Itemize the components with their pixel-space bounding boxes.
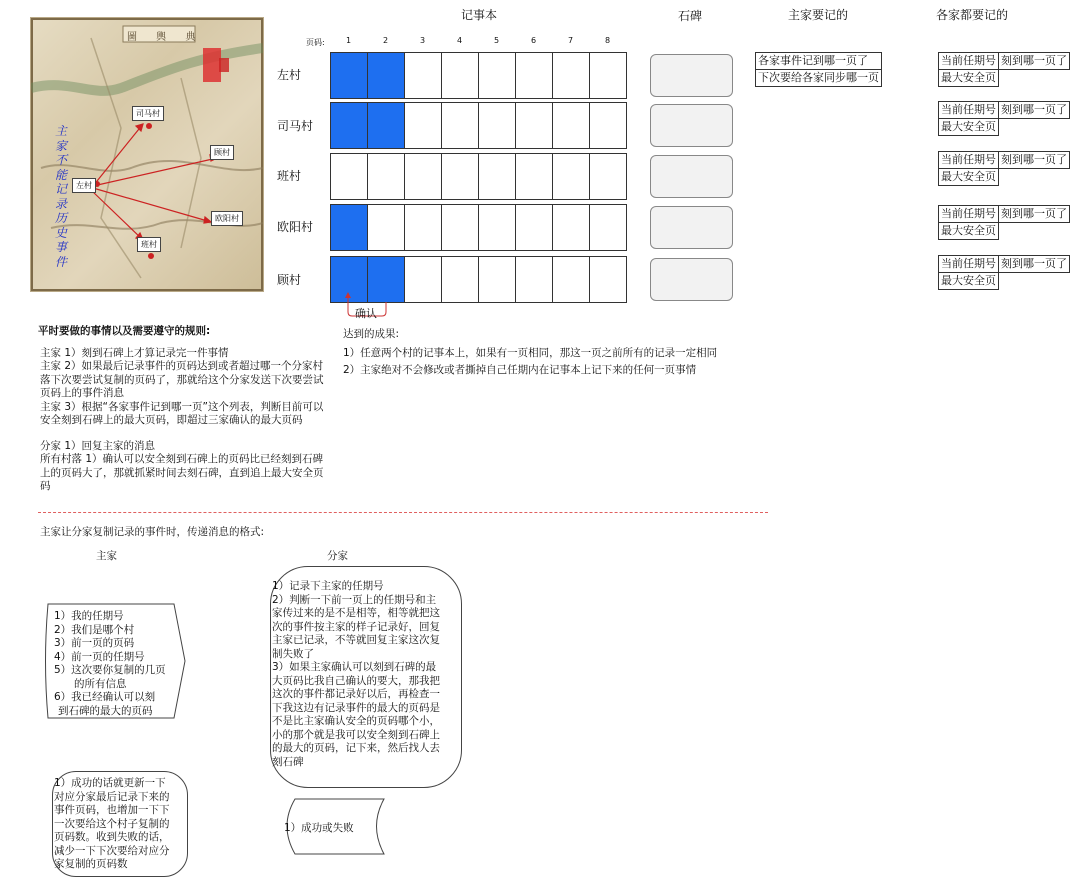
notebook-page-empty	[478, 102, 516, 149]
notebook-page-empty	[367, 204, 405, 251]
notebook-row	[330, 204, 627, 251]
village-name: 司马村	[277, 119, 314, 133]
master-msg-line: 到石碑的最大的页码	[58, 704, 153, 717]
map-label-ouyang: 欧阳村	[211, 211, 243, 226]
result-item-2: 2）主家绝对不会修改或者撕掉自己任期内在记事本上记下来的任何一页事情	[343, 364, 697, 376]
field-max-safe-page: 最大安全页	[938, 118, 999, 136]
village-name: 左村	[277, 68, 302, 82]
master-msg-line: 2）我们是哪个村	[54, 623, 135, 636]
branch-process-line: 刻石碑	[272, 755, 304, 768]
master-msg-line: 3）前一页的页码	[54, 637, 135, 649]
branch-process-line: 次的事件按主家的样子记录好，回复	[272, 620, 440, 633]
notebook-page-empty	[367, 153, 405, 200]
page-number: 7	[567, 36, 574, 45]
notebook-row	[330, 102, 627, 149]
notebook-page-empty	[404, 256, 442, 303]
notebook-page-empty	[515, 256, 553, 303]
master-field-event-pages: 各家事件记到哪一页了	[755, 52, 882, 70]
master-msg-line: 的所有信息	[74, 677, 127, 690]
notebook-page-empty	[552, 256, 590, 303]
each-village-box	[938, 205, 1070, 240]
notebook-page-empty	[589, 204, 627, 251]
results-title: 达到的成果:	[343, 328, 400, 340]
notebook-page-empty	[515, 153, 553, 200]
notebook-page-empty	[478, 204, 516, 251]
page-number: 2	[382, 36, 389, 45]
master-process-line: 减少一下下次要给对应分	[54, 844, 170, 857]
notebook-page-filled	[330, 52, 368, 99]
notebook-page-empty	[404, 204, 442, 251]
field-current-term: 当前任期号	[938, 52, 999, 70]
branch-process-line: 1）记录下主家的任期号	[272, 580, 384, 592]
notebook-page-empty	[589, 102, 627, 149]
branch-process-line: 家传过来的是不是相等，相等就把这	[272, 607, 440, 619]
notebook-page-filled	[367, 52, 405, 99]
field-carved-page: 刻到哪一页了	[998, 101, 1070, 119]
each-village-box	[938, 255, 1070, 290]
notebook-page-empty	[478, 256, 516, 303]
branch-column-label: 分家	[327, 550, 348, 562]
ancient-map-image	[30, 17, 264, 292]
notebook-page-empty	[552, 153, 590, 200]
master-field-next-sync: 下次要给各家同步哪一页	[755, 69, 882, 87]
rule-all-1: 所有村落 1）确认可以安全刻到石碑上的页码比已经刻到石碑上的页码大了，那就抓紧时间去刻石碑，直到追上最大安全页码	[40, 453, 324, 492]
branch-process-line: 制失败了	[272, 647, 314, 660]
notebook-page-empty	[441, 102, 479, 149]
field-current-term: 当前任期号	[938, 255, 999, 273]
notebook-page-empty	[515, 52, 553, 99]
notebook-row	[330, 52, 627, 99]
notebook-page-empty	[330, 153, 368, 200]
master-process-line: 对应分家最后记录下来的	[54, 790, 170, 803]
village-name: 班村	[277, 169, 302, 183]
rule-master-1: 主家 1）刻到石碑上才算记录完一件事情	[40, 346, 229, 359]
field-carved-page: 刻到哪一页了	[998, 151, 1070, 169]
notebook-page-empty	[589, 153, 627, 200]
branch-process-line: 大页码比我自己确认的要大，那我把	[272, 674, 440, 687]
rule-branch-1: 分家 1）回复主家的消息	[40, 439, 156, 452]
rules-title: 平时要做的事情以及需要遵守的规则:	[38, 325, 211, 337]
page-number: 4	[456, 36, 463, 45]
result-item-1: 1）任意两个村的记事本上，如果有一页相同，那这一页之前所有的记录一定相同	[343, 347, 718, 359]
master-process-line: 1）成功的话就更新一下	[54, 777, 166, 789]
field-current-term: 当前任期号	[938, 101, 999, 119]
notebook-page-empty	[441, 153, 479, 200]
master-msg-line: 4）前一页的任期号	[54, 650, 145, 663]
branch-process-line: 这次的事件都记录好以后，再检查一	[272, 688, 440, 700]
map-label-gu: 顾村	[210, 145, 234, 160]
stone-tablet	[650, 155, 733, 198]
branch-process-line: 主家已记录，不等就回复主家这次复	[272, 634, 440, 646]
village-name: 欧阳村	[277, 220, 314, 234]
header-stone: 石碑	[678, 9, 703, 23]
header-master-remembers: 主家要记的	[788, 8, 849, 22]
master-msg-line: 1）我的任期号	[54, 610, 124, 622]
each-village-box	[938, 52, 1070, 87]
branch-process-line: 2）判断一下前一页上的任期号和主	[272, 593, 437, 606]
results-section	[343, 326, 717, 379]
section-divider	[38, 512, 768, 513]
notebook-page-empty	[589, 256, 627, 303]
master-msg-line: 5）这次要你复制的几页	[54, 664, 166, 676]
notebook-page-empty	[552, 204, 590, 251]
notebook-page-filled	[330, 102, 368, 149]
map-label-ban: 班村	[137, 237, 161, 252]
page-number: 3	[419, 36, 426, 45]
field-current-term: 当前任期号	[938, 205, 999, 223]
field-max-safe-page: 最大安全页	[938, 272, 999, 290]
branch-reply: 1）成功或失败	[284, 822, 354, 834]
notebook-page-empty	[589, 52, 627, 99]
header-all-remember: 各家都要记的	[936, 8, 1009, 22]
message-format-title: 主家让分家复制记录的事件时，传递消息的格式:	[40, 526, 265, 538]
notebook-page-filled	[330, 204, 368, 251]
field-max-safe-page: 最大安全页	[938, 222, 999, 240]
confirm-label: 确认	[355, 307, 377, 320]
stone-tablet	[650, 206, 733, 249]
master-remembers-box	[755, 52, 882, 87]
page-number: 8	[604, 36, 611, 45]
each-village-box	[938, 151, 1070, 186]
notebook-page-empty	[404, 153, 442, 200]
notebook-page-empty	[552, 52, 590, 99]
master-process-line: 一次要给这个村子复制的	[54, 817, 170, 830]
notebook-row	[330, 153, 627, 200]
notebook-page-empty	[404, 52, 442, 99]
page-number: 6	[530, 36, 537, 45]
village-name: 顾村	[277, 273, 302, 287]
notebook-page-empty	[515, 102, 553, 149]
notebook-page-empty	[552, 102, 590, 149]
field-carved-page: 刻到哪一页了	[998, 255, 1070, 273]
map-vertical-caption: 主家不能记录历史事件	[55, 124, 68, 269]
notebook-page-empty	[404, 102, 442, 149]
page-number: 1	[345, 36, 352, 45]
notebook-page-empty	[441, 256, 479, 303]
stone-tablet	[650, 258, 733, 301]
branch-process	[272, 580, 464, 769]
branch-process-line: 小的那个就是我可以安全刻到石碑上	[272, 728, 440, 741]
page-number: 5	[493, 36, 500, 45]
branch-process-line: 下我这边有记录事件的最大的页码是	[272, 701, 440, 714]
master-process-line: 事件页码，也增加一下下	[54, 804, 170, 816]
map-label-sima: 司马村	[132, 106, 164, 121]
field-current-term: 当前任期号	[938, 151, 999, 169]
master-msg-line: 6）我已经确认可以刻	[54, 691, 156, 703]
page-label: 页码:	[306, 38, 325, 47]
rule-master-3: 主家 3）根据“各家事件记到哪一页”这个列表，判断目前可以安全刻到石碑上的最大页码，即超过三家确认的最大页码	[40, 400, 324, 426]
branch-process-line: 的最大的页码，记下来，然后找人去	[272, 742, 440, 754]
field-carved-page: 刻到哪一页了	[998, 52, 1070, 70]
rules-section	[40, 325, 332, 494]
notebook-page-empty	[478, 153, 516, 200]
rule-master-2: 主家 2）如果最后记录事件的页码达到或者超过哪一个分家村落下次要尝试复制的页码了，那就给这个分家发送下次要尝试页码上的事件消息	[40, 360, 324, 399]
branch-process-line: 3）如果主家确认可以刻到石碑的最	[272, 661, 437, 673]
stone-tablet	[650, 54, 733, 97]
notebook-page-empty	[441, 204, 479, 251]
map-label-zuo: 左村	[72, 178, 96, 193]
notebook-page-empty	[478, 52, 516, 99]
each-village-box	[938, 101, 1070, 136]
master-process	[54, 777, 188, 872]
master-message	[54, 610, 184, 718]
field-max-safe-page: 最大安全页	[938, 168, 999, 186]
header-notebook: 记事本	[461, 8, 498, 22]
stone-tablet	[650, 104, 733, 147]
notebook-page-filled	[367, 102, 405, 149]
field-carved-page: 刻到哪一页了	[998, 205, 1070, 223]
field-max-safe-page: 最大安全页	[938, 69, 999, 87]
branch-process-line: 不是比主家确认安全的页码哪个小，	[272, 715, 440, 727]
master-process-line: 家复制的页码数	[54, 858, 128, 870]
notebook-page-empty	[515, 204, 553, 251]
master-process-line: 页码数。收到失败的话，	[54, 831, 170, 843]
notebook-page-empty	[441, 52, 479, 99]
master-column-label: 主家	[96, 550, 117, 562]
map-title: 圖 輿 典	[127, 32, 204, 43]
